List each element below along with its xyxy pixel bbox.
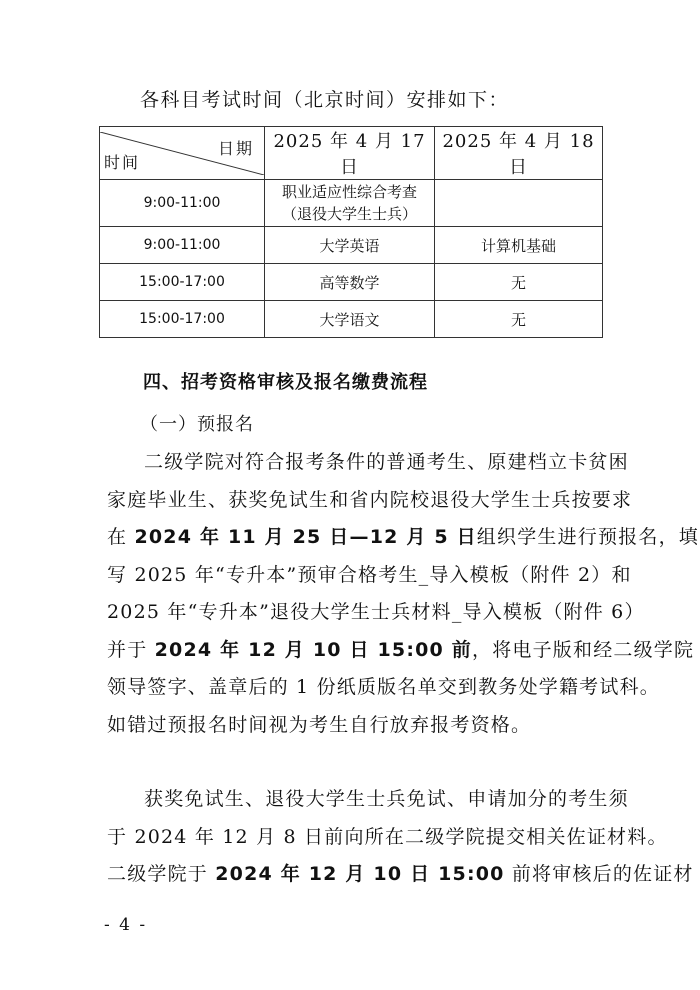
paragraph-line: 领导签字、盖章后的 1 份纸质版名单交到教务处学籍考试科。 xyxy=(107,676,660,698)
table-row xyxy=(100,227,603,264)
subject-cell: 无 xyxy=(435,264,603,301)
paragraph-line: 如错过预报名时间视为考生自行放弃报考资格。 xyxy=(107,713,532,736)
paragraph-line: 2025 年“专升本”退役大学生士兵材料_导入模板（附件 6） xyxy=(107,601,645,623)
text-run: 在 xyxy=(107,526,135,548)
text-run: 前将审核后的佐证材 xyxy=(504,863,694,885)
corner-date-label: 日期 xyxy=(217,138,254,158)
table-row xyxy=(100,180,603,227)
page-number: - 4 - xyxy=(104,915,148,935)
table-header-row xyxy=(100,127,603,180)
time-cell: 9:00-11:00 xyxy=(100,227,265,264)
subject-cell: 计算机基础 xyxy=(435,227,603,264)
subject-line-2: （退役大学生士兵） xyxy=(281,205,417,223)
text-run: 并于 xyxy=(107,638,155,661)
subject-cell xyxy=(265,180,435,227)
paragraph-line xyxy=(107,519,699,557)
paragraph-line: 获奖免试生、退役大学生士兵免试、申请加分的考生须 xyxy=(144,788,629,810)
time-cell: 9:00-11:00 xyxy=(100,180,265,227)
paragraph-line xyxy=(107,632,695,670)
time-cell: 15:00-17:00 xyxy=(100,301,265,338)
paragraph-pre-registration xyxy=(107,444,699,744)
text-run: 二级学院于 xyxy=(107,863,216,885)
paragraph-line: 写 2025 年“专升本”预审合格考生_导入模板（附件 2）和 xyxy=(107,563,632,586)
corner-time-label: 时间 xyxy=(104,152,141,172)
paragraph-line: 二级学院对符合报考条件的普通考生、原建档立卡贫困 xyxy=(144,451,629,473)
table-corner-cell xyxy=(100,127,265,180)
table-row xyxy=(100,301,603,338)
bold-date-range: 2024 年 11 月 25 日—12 月 5 日 xyxy=(134,526,477,548)
exam-schedule-table xyxy=(99,126,603,338)
paragraph-line xyxy=(107,856,694,894)
text-run: 组织学生进行预报名，填 xyxy=(476,526,699,548)
bold-deadline: 2024 年 12 月 10 日 15:00 前 xyxy=(154,638,472,661)
table-row xyxy=(100,264,603,301)
text-run: ，将电子版和经二级学院 xyxy=(472,638,695,661)
paragraph-line: 家庭毕业生、获奖免试生和省内院校退役大学生士兵按要求 xyxy=(107,488,633,511)
bold-deadline: 2024 年 12 月 10 日 15:00 xyxy=(215,863,505,885)
subject-cell: 大学语文 xyxy=(265,301,435,338)
exam-schedule-intro: 各科目考试时间（北京时间）安排如下： xyxy=(140,89,510,111)
subject-cell: 无 xyxy=(435,301,603,338)
paragraph-line: 于 2024 年 12 月 8 日前向所在二级学院提交相关佐证材料。 xyxy=(107,825,668,848)
time-cell: 15:00-17:00 xyxy=(100,264,265,301)
subsection-heading: （一）预报名 xyxy=(140,414,254,435)
section-heading: 四、招考资格审核及报名缴费流程 xyxy=(143,372,428,393)
paragraph-evidence-materials xyxy=(107,781,694,894)
date-header-2: 2025 年 4 月 18 日 xyxy=(435,127,603,180)
subject-cell: 高等数学 xyxy=(265,264,435,301)
subject-line-1: 职业适应性综合考查 xyxy=(281,183,417,201)
subject-cell: 大学英语 xyxy=(265,227,435,264)
date-header-1: 2025 年 4 月 17 日 xyxy=(265,127,435,180)
subject-cell xyxy=(435,180,603,227)
